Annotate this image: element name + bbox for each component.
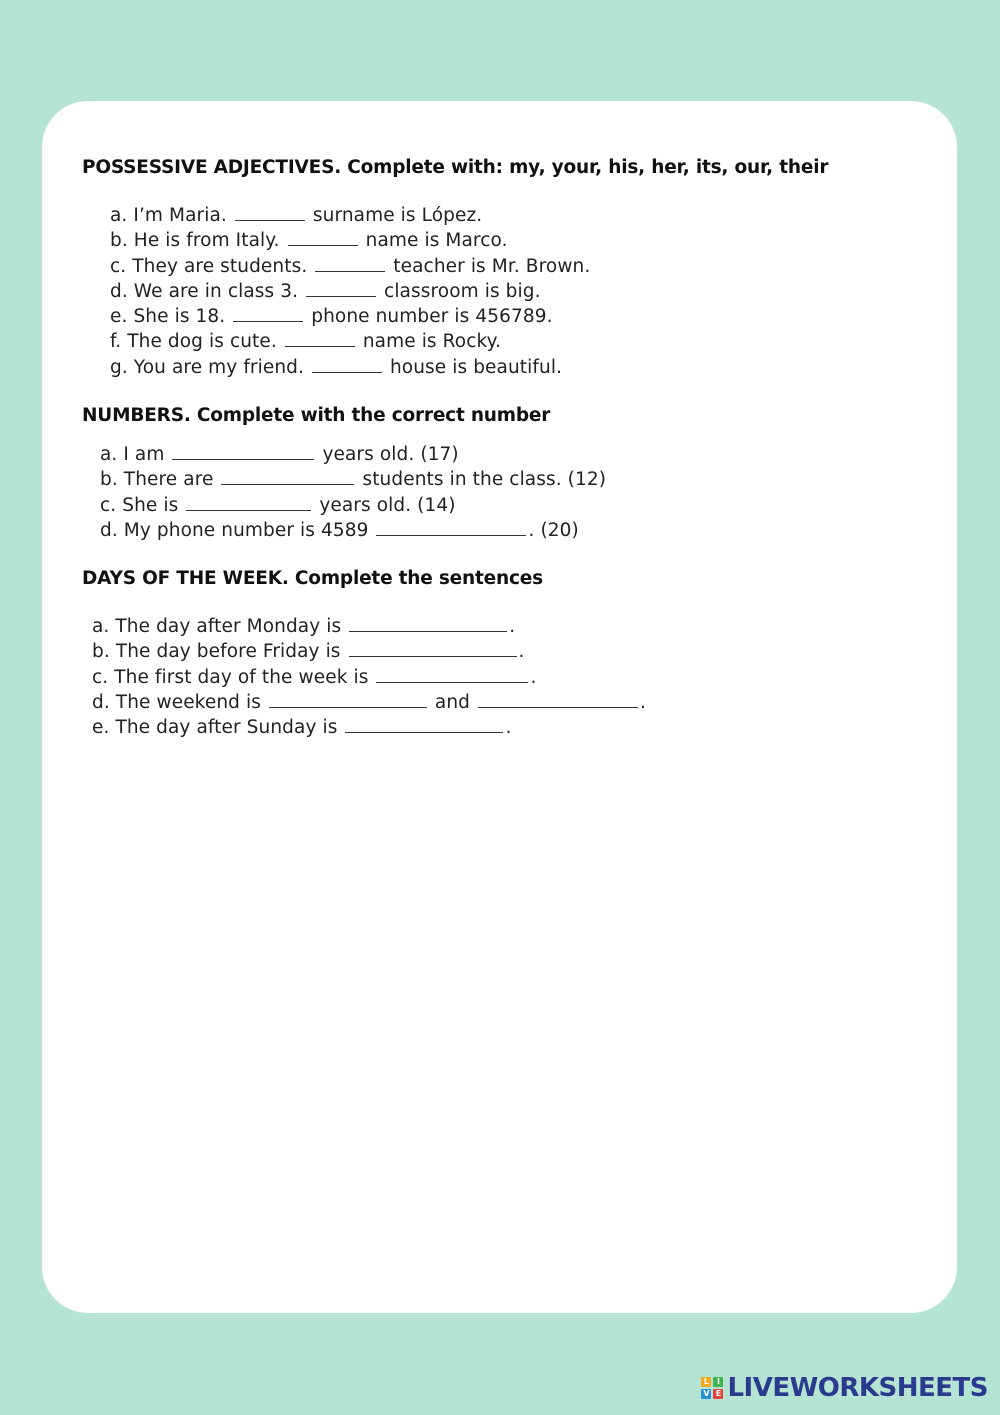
list-item: c. The first day of the week is .	[92, 666, 537, 688]
answer-blank[interactable]	[186, 493, 311, 511]
answer-blank[interactable]	[285, 329, 355, 347]
brand-name: LIVEWORKSHEETS	[727, 1373, 988, 1403]
answer-blank[interactable]	[376, 665, 528, 683]
answer-blank[interactable]	[221, 467, 354, 485]
logo-grid-icon: L I V E	[701, 1377, 723, 1399]
answer-blank[interactable]	[172, 442, 314, 460]
answer-blank[interactable]	[306, 279, 376, 297]
answer-blank[interactable]	[478, 690, 638, 708]
possessive-section-title: POSSESSIVE ADJECTIVES. Complete with: my, your, his, her, its, our, their	[82, 157, 829, 178]
list-item: b. The day before Friday is .	[92, 641, 525, 663]
list-item: a. I am years old. (17)	[100, 444, 459, 465]
list-item: e. She is 18. phone number is 456789.	[110, 306, 553, 328]
answer-blank[interactable]	[315, 254, 385, 272]
answer-blank[interactable]	[349, 639, 517, 657]
list-item: c. She is years old. (14)	[100, 494, 456, 516]
list-item: e. The day after Sunday is .	[92, 717, 512, 739]
liveworksheets-logo[interactable]	[701, 1373, 988, 1403]
answer-blank[interactable]	[376, 518, 526, 536]
list-item: d. My phone number is 4589 . (20)	[100, 519, 579, 541]
list-item: a. The day after Monday is .	[92, 616, 516, 637]
days-list	[92, 614, 646, 740]
answer-blank[interactable]	[312, 355, 382, 373]
list-item: b. There are students in the class. (12)	[100, 469, 607, 491]
list-item: f. The dog is cute. name is Rocky.	[110, 331, 502, 353]
answer-blank[interactable]	[288, 228, 358, 246]
numbers-list	[100, 442, 606, 543]
answer-blank[interactable]	[233, 304, 303, 322]
list-item: b. He is from Italy. name is Marco.	[110, 230, 508, 252]
answer-blank[interactable]	[269, 690, 427, 708]
days-section-title: DAYS OF THE WEEK. Complete the sentences	[82, 568, 543, 589]
list-item: a. I’m Maria. surname is López.	[110, 205, 483, 226]
numbers-section-title: NUMBERS. Complete with the correct number	[82, 405, 551, 426]
answer-blank[interactable]	[345, 715, 503, 733]
list-item: g. You are my friend. house is beautiful.	[110, 356, 563, 378]
possessive-list	[110, 203, 590, 380]
list-item: d. We are in class 3. classroom is big.	[110, 280, 541, 302]
list-item: d. The weekend is and .	[92, 691, 646, 713]
answer-blank[interactable]	[349, 614, 507, 632]
answer-blank[interactable]	[235, 203, 305, 221]
list-item: c. They are students. teacher is Mr. Brown.	[110, 255, 591, 277]
